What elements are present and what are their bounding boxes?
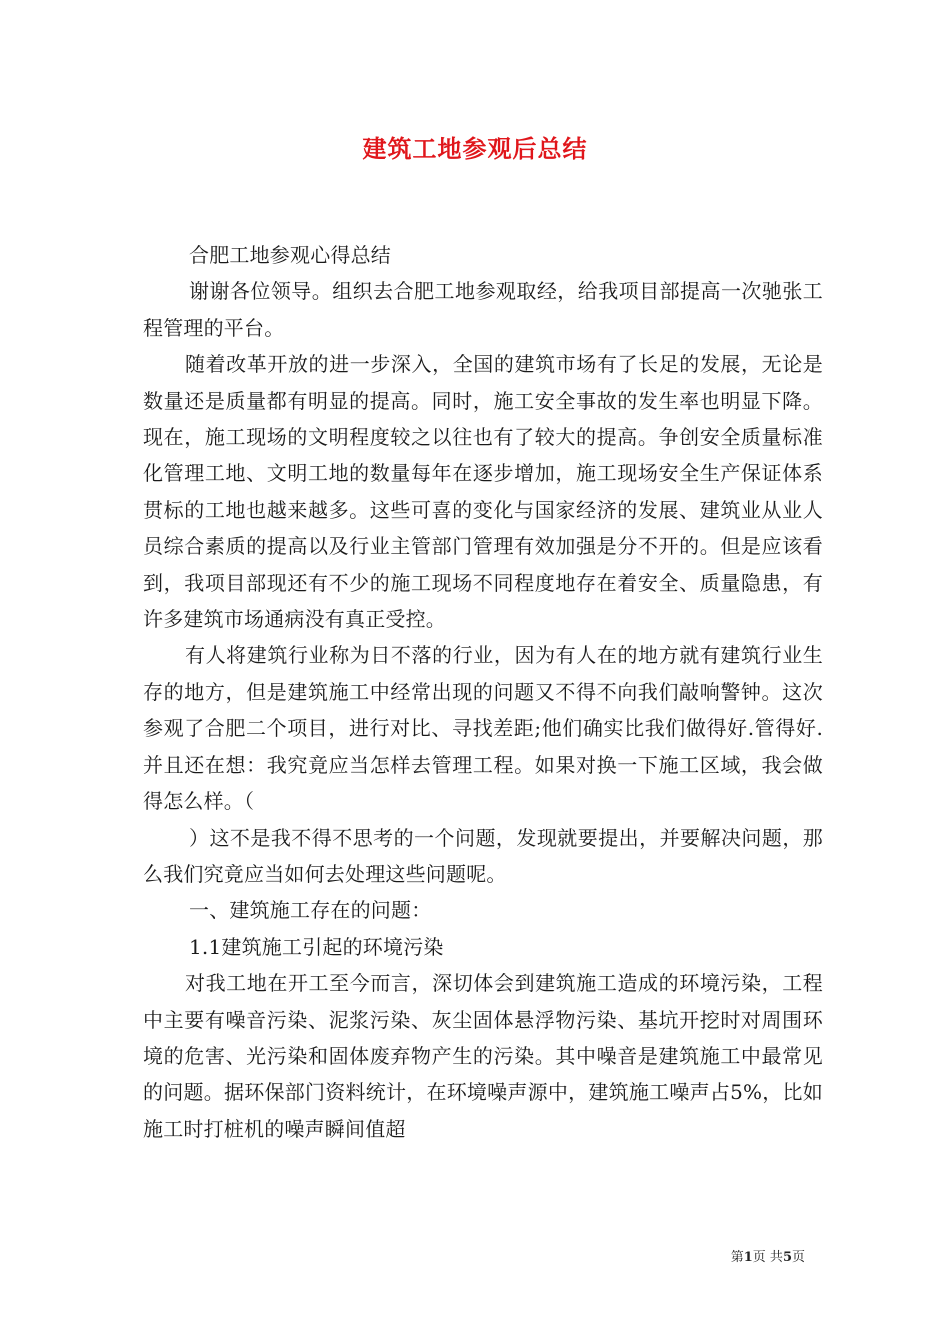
paragraph-subtitle: 合肥工地参观心得总结 [189, 243, 391, 267]
footer-prefix: 第 [730, 1250, 744, 1265]
footer-suffix: 页 [791, 1250, 805, 1265]
total-pages-number: 5 [782, 1250, 792, 1265]
subsection-heading: 1.1建筑施工引起的环境污染 [189, 934, 444, 959]
current-page-number: 1 [743, 1250, 753, 1265]
document-title: 建筑工地参观后总结 [362, 134, 588, 163]
paragraph: 有人将建筑行业称为日不落的行业，因为有人在的地方就有建筑行业生存的地方，但是建筑施工中经常出现的问题又不得不向我们敲响警钟。这次参观了合肥二个项目，进行对比、寻找差距;他们确实比我们做得好.管得好.并且还在想：我究竟应当怎样去管理工程。如果对换一下施工区域，我会做得怎么样。（ [143, 643, 823, 814]
section-heading: 一、建筑施工存在的问题： [189, 898, 432, 923]
page-footer [731, 1249, 805, 1267]
paragraph: 随着改革开放的进一步深入，全国的建筑市场有了长足的发展，无论是数量还是质量都有明显的提高。同时，施工安全事故的发生率也明显下降。现在，施工现场的文明程度较之以往也有了较大的提高。争创安全质量标准化管理工地、文明工地的数量每年在逐步增加，施工现场安全生产保证体系贯标的工地也越来越多。这些可喜的变化与国家经济的发展、建筑业从业人员综合素质的提高以及行业主管部门管理有效加强是分不开的。但是应该看到，我项目部现还有不少的施工现场不同程度地存在着安全、质量隐患，有许多建筑市场通病没有真正受控。 [143, 352, 823, 632]
document-body [143, 237, 823, 1147]
footer-middle: 页 共 [752, 1250, 783, 1265]
paragraph: 对我工地在开工至今而言，深切体会到建筑施工造成的环境污染，工程中主要有噪音污染、泥浆污染、灰尘固体悬浮物污染、基坑开挖时对周围环境的危害、光污染和固体废弃物产生的污染。其中噪音是建筑施工中最常见的问题。据环保部门资料统计，在环境噪声源中，建筑施工噪声占5%，比如施工时打桩机的噪声瞬间值超 [143, 971, 823, 1141]
paragraph: 谢谢各位领导。组织去合肥工地参观取经，给我项目部提高一次驰张工程管理的平台。 [143, 279, 823, 340]
paragraph: ）这不是我不得不思考的一个问题，发现就要提出，并要解决问题，那么我们究竟应当如何去处理这些问题呢。 [143, 825, 823, 886]
